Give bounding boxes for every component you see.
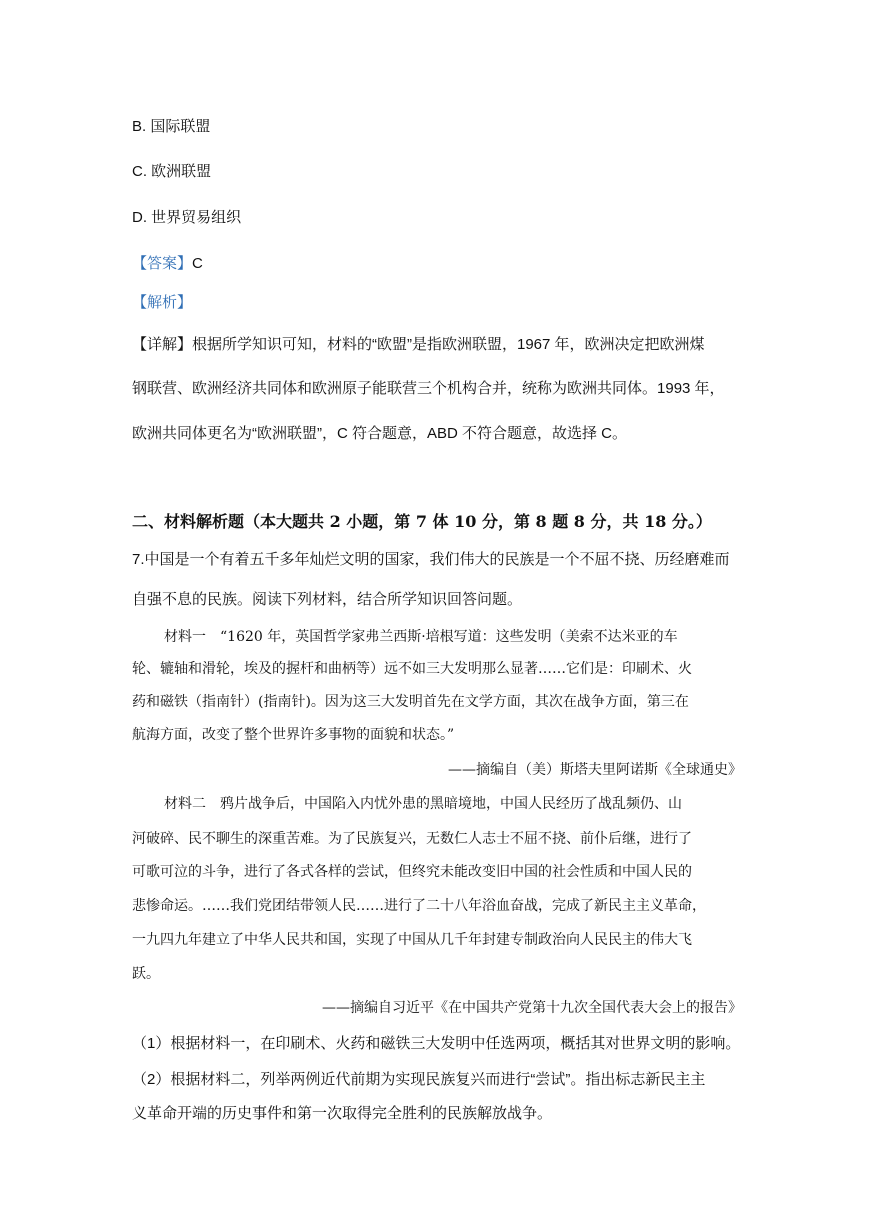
option-d: D. 世界贸易组织: [132, 209, 242, 226]
material2-line-6: 跃。: [132, 966, 160, 982]
answer-value: C: [192, 255, 203, 272]
answer-tag: 【答案】: [132, 255, 193, 272]
material1-line-4: 航海方面，改变了整个世界许多事物的面貌和状态。”: [132, 727, 455, 743]
analysis-tag: 【解析】: [132, 294, 193, 311]
material2-source: ——摘编自习近平《在中国共产党第十九次全国代表大会上的报告》: [322, 1000, 742, 1016]
answer-line: [132, 254, 742, 274]
option-c: C. 欧洲联盟: [132, 163, 212, 180]
material2-line-1: 材料二 鸦片战争后，中国陷入内忧外患的黑暗境地，中国人民经历了战乱频仍、山: [164, 796, 682, 812]
material1-line-1: 材料一 “1620 年，英国哲学家弗兰西斯·培根写道：这些发明（美索不达米亚的车: [164, 629, 678, 645]
analysis-line-1: 【详解】根据所学知识可知，材料的“欧盟”是指欧洲联盟，1967 年，欧洲决定把欧洲煤: [132, 336, 705, 353]
material1-line-3: 药和磁铁（指南针）(指南针)。因为这三大发明首先在文学方面，其次在战争方面，第三在: [132, 694, 689, 710]
material2-line-2: 河破碎、民不聊生的深重苦难。为了民族复兴，无数仁人志士不屈不挠、前仆后继，进行了: [132, 831, 692, 847]
option-b: B. 国际联盟: [132, 118, 211, 135]
sub-question-2-line-1: （2）根据材料二，列举两例近代前期为实现民族复兴而进行“尝试”。指出标志新民主主: [132, 1071, 706, 1088]
q7-intro-line-1: 7.中国是一个有着五千多年灿烂文明的国家，我们伟大的民族是一个不屈不挠、历经磨难而: [132, 551, 730, 568]
material2-line-4: 悲惨命运。……我们党团结带领人民……进行了二十八年浴血奋战，完成了新民主主义革命，: [132, 898, 706, 914]
material1-source: ——摘编自（美）斯塔夫里阿诺斯《全球通史》: [448, 762, 742, 778]
material2-line-5: 一九四九年建立了中华人民共和国，实现了中国从几千年封建专制政治向人民民主的伟大飞: [132, 932, 692, 948]
material1-line-2: 轮、辘轴和滑轮，埃及的握杆和曲柄等）远不如三大发明那么显著……它们是：印刷术、火: [132, 661, 692, 677]
section-heading: 二、材料解析题（本大题共 2 小题，第 7 体 10 分，第 8 题 8 分，共 18 分。）: [132, 512, 712, 531]
q7-intro-line-2: 自强不息的民族。阅读下列材料，结合所学知识回答问题。: [132, 591, 523, 608]
sub-question-1: （1）根据材料一，在印刷术、火药和磁铁三大发明中任选两项，概括其对世界文明的影响。: [132, 1035, 741, 1052]
material2-line-3: 可歌可泣的斗争，进行了各式各样的尝试，但终究未能改变旧中国的社会性质和中国人民的: [132, 864, 692, 880]
analysis-line-3: 欧洲共同体更名为“欧洲联盟”，C 符合题意，ABD 不符合题意，故选择 C。: [132, 425, 628, 442]
sub-question-2-line-2: 义革命开端的历史事件和第一次取得完全胜利的民族解放战争。: [132, 1105, 553, 1122]
analysis-line-2: 钢联营、欧洲经济共同体和欧洲原子能联营三个机构合并，统称为欧洲共同体。1993 年，: [132, 380, 725, 397]
